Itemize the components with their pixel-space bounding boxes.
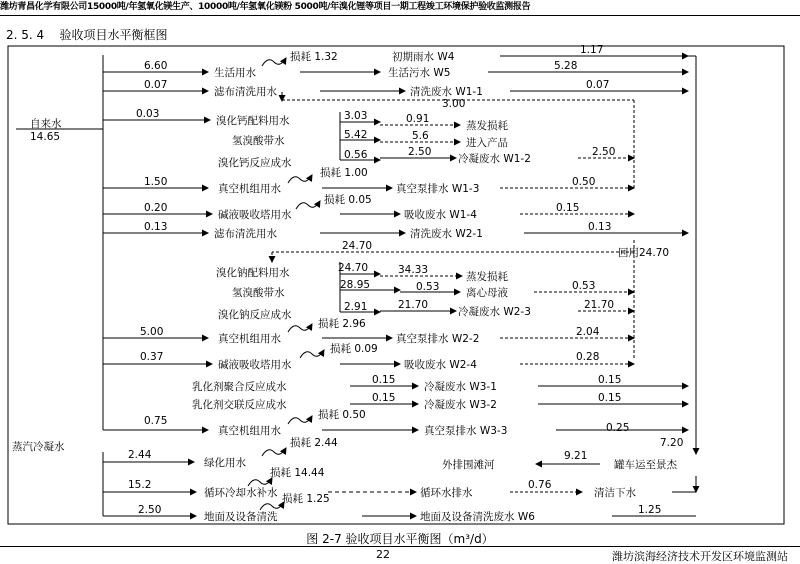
node-reuse: 回用24.70 [618, 247, 670, 259]
node-domestic-water: 生活用水 [214, 67, 256, 79]
flow-value: 15.2 [128, 479, 152, 491]
node-domestic-sewage: 生活污水 W5 [388, 67, 451, 79]
flow-value: 0.07 [144, 79, 168, 91]
flow-value: 0.15 [372, 392, 396, 404]
flow-value: 3.00 [442, 98, 466, 110]
diagram-frame [8, 46, 784, 524]
tap-water-label: 自来水 [30, 118, 62, 130]
flow-value: 0.15 [598, 392, 622, 404]
node-filter-wash-2: 滤布清洗用水 [214, 228, 277, 240]
flow-loss: 损耗 1.32 [290, 51, 338, 63]
flow-value: 2.04 [576, 326, 600, 338]
node-vacuum-unit-1: 真空机组用水 [218, 183, 281, 195]
node-initial-rainwater: 初期雨水 W4 [392, 51, 455, 63]
node-emulsifier-polymerization: 乳化剂聚合反应成水 [192, 381, 287, 393]
flow-value: 0.91 [406, 113, 430, 125]
node-vacuum-drain-w3-3: 真空泵排水 W3-3 [424, 425, 508, 437]
flow-value: 21.70 [584, 299, 615, 311]
node-outfall-river: 外排围滩河 [442, 459, 495, 471]
node-cooling-makeup: 循环冷却水补水 [204, 487, 278, 499]
flow-value: 0.15 [598, 374, 622, 386]
figure-caption: 图 2-7 验收项目水平衡图（m³/d） [306, 532, 494, 546]
flow-value: 0.25 [606, 422, 630, 434]
flow-loss: 损耗 2.96 [318, 318, 366, 330]
node-alkali-absorber-1: 碱液吸收塔用水 [218, 209, 292, 221]
node-floor-wastewater-w6: 地面及设备清洗废水 W6 [420, 511, 535, 523]
node-alkali-absorber-2: 碱液吸收塔用水 [218, 359, 292, 371]
node-cabr-reaction-water: 溴化钙反应成水 [218, 157, 292, 169]
report-header: 潍坊青昌化学有限公司15000吨/年氢氧化镁生产、10000吨/年氢氧化镁粉 5000吨/年溴化锂等项目一期工程竣工环境保护验收监测报告 [0, 2, 531, 12]
flow-value: 0.15 [556, 202, 580, 214]
flow-value: 2.50 [138, 504, 162, 516]
node-cabr-mixing-water: 溴化钙配料用水 [216, 115, 290, 127]
node-floor-cleaning: 地面及设备清洗 [204, 511, 278, 523]
footer-divider [0, 546, 800, 547]
flow-value: 0.56 [344, 149, 368, 161]
node-absorb-wastewater-w2-4: 吸收废水 W2-4 [404, 359, 477, 371]
flow-loss: 损耗 0.05 [324, 194, 372, 206]
section-number: 2. 5. 4 [6, 28, 45, 42]
flow-value: 21.70 [398, 299, 429, 311]
node-condensate-w1-2: 冷凝废水 W1-2 [458, 153, 531, 165]
node-hbr-water-1: 氢溴酸带水 [232, 135, 285, 147]
flow-value: 3.03 [344, 110, 368, 122]
flow-loss: 损耗 0.50 [318, 409, 366, 421]
flow-value: 6.60 [144, 60, 168, 72]
flow-value: 0.53 [416, 281, 440, 293]
node-condensate-w3-1: 冷凝废水 W3-1 [424, 381, 497, 393]
flow-value: 0.15 [372, 374, 396, 386]
flow-value: 5.6 [412, 130, 429, 142]
flow-value: 5.42 [344, 129, 368, 141]
node-cooling-drain: 循环水排水 [420, 487, 473, 499]
flow-loss: 损耗 14.44 [270, 467, 325, 479]
node-vacuum-drain-w1-3: 真空泵排水 W1-3 [396, 183, 480, 195]
flow-value: 2.91 [344, 301, 368, 313]
flow-loss: 损耗 2.44 [290, 437, 338, 449]
node-condensate-w3-2: 冷凝废水 W3-2 [424, 399, 497, 411]
flow-value: 2.44 [128, 449, 152, 461]
node-condensate-w2-3: 冷凝废水 W2-3 [458, 306, 531, 318]
flow-value: 0.75 [144, 415, 168, 427]
node-wash-wastewater-w2-1: 清洗废水 W2-1 [410, 228, 483, 240]
node-absorb-wastewater-w1-4: 吸收废水 W1-4 [404, 209, 477, 221]
page-number: 22 [376, 548, 390, 561]
section-title: 验收项目水平衡框图 [59, 28, 168, 42]
node-nabr-mixing-water: 溴化钠配料用水 [216, 267, 290, 279]
flow-loss: 损耗 1.00 [320, 167, 368, 179]
flow-value: 2.50 [592, 146, 616, 158]
node-greening-water: 绿化用水 [204, 457, 246, 469]
flow-value: 1.50 [144, 176, 168, 188]
flow-value: 9.21 [564, 450, 588, 462]
flow-value: 0.50 [572, 176, 596, 188]
node-into-product: 进入产品 [466, 137, 508, 149]
node-evaporation-loss-1: 蒸发损耗 [466, 120, 508, 132]
steam-condensate-label: 蒸汽冷凝水 [12, 441, 65, 453]
flow-value: 28.95 [340, 279, 371, 291]
flow-value: 0.20 [144, 202, 168, 214]
flow-value: 0.07 [586, 79, 610, 91]
flow-value: 24.70 [342, 240, 373, 252]
node-vacuum-drain-w2-2: 真空泵排水 W2-2 [396, 333, 480, 345]
node-evaporation-loss-2: 蒸发损耗 [466, 271, 508, 283]
flow-value: 1.17 [580, 44, 604, 56]
flow-value: 2.50 [408, 146, 432, 158]
flow-value: 7.20 [660, 437, 684, 449]
flow-value: 0.13 [588, 221, 612, 233]
flow-value: 0.53 [572, 280, 596, 292]
flow-value: 0.13 [144, 221, 168, 233]
node-vacuum-unit-3: 真空机组用水 [218, 425, 281, 437]
flow-loss: 损耗 1.25 [282, 493, 330, 505]
node-vacuum-unit-2: 真空机组用水 [218, 333, 281, 345]
flow-loss: 损耗 0.09 [330, 343, 378, 355]
flow-value: 24.70 [338, 262, 369, 274]
flow-value: 0.03 [136, 108, 160, 120]
flow-value: 0.28 [576, 351, 600, 363]
flow-value: 0.76 [528, 479, 552, 491]
node-wash-wastewater-w1-1: 清洗废水 W1-1 [410, 86, 483, 98]
node-filter-wash-1: 滤布清洗用水 [214, 86, 277, 98]
node-centrifuge-liquor: 离心母液 [466, 287, 508, 299]
node-hbr-water-2: 氢溴酸带水 [232, 287, 285, 299]
flow-value: 34.33 [398, 264, 429, 276]
tap-water-value: 14.65 [30, 131, 61, 143]
node-clean-sewer: 清洁下水 [594, 487, 636, 499]
flow-value: 5.00 [140, 326, 164, 338]
footer-organization: 潍坊滨海经济技术开发区环境监测站 [612, 550, 788, 563]
node-nabr-reaction-water: 溴化钠反应成水 [218, 309, 292, 321]
flow-value: 0.37 [140, 351, 164, 363]
flow-value: 5.28 [554, 60, 578, 72]
node-tanker-transport: 罐车运至景杰 [614, 459, 677, 471]
flow-value: 1.25 [638, 504, 662, 516]
node-emulsifier-crosslink: 乳化剂交联反应成水 [192, 399, 287, 411]
